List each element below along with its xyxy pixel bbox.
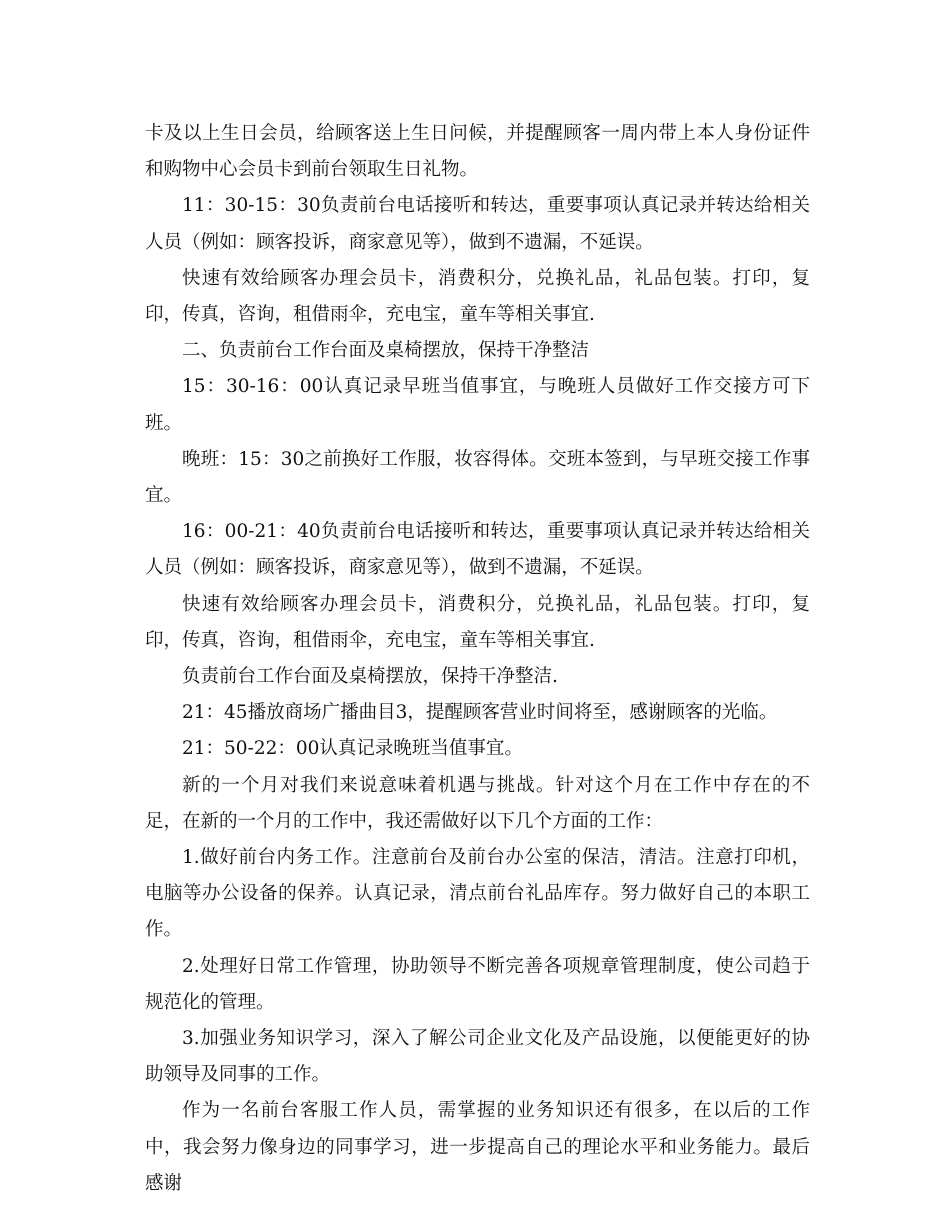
paragraph-12: 新的一个月对我们来说意味着机遇与挑战。针对这个月在工作中存在的不足，在新的一个月的工作中，我还需做好以下几个方面的工作：	[145, 774, 810, 832]
paragraph-6: 晚班：15：30之前换好工作服，妆容得体。交班本签到，与早班交接工作事宜。	[145, 448, 810, 507]
paragraph-10: 21：45播放商场广播曲目3，提醒顾客营业时间将至，感谢顾客的光临。	[182, 702, 778, 724]
paragraph-11: 21：50-22：00认真记录晚班当值事宜。	[182, 738, 523, 760]
document-body	[145, 116, 810, 1202]
paragraph-5: 15：30-16：00认真记录早班当值事宜，与晚班人员做好工作交接方可下班。	[145, 376, 810, 434]
paragraph-3: 快速有效给顾客办理会员卡，消费积分，兑换礼品，礼品包装。打印，复印，传真，咨询，租借雨伞，充电宝，童车等相关事宜.	[145, 267, 810, 326]
paragraph-4: 二、负责前台工作台面及桌椅摆放，保持干净整洁	[182, 340, 590, 362]
paragraph-13: 1.做好前台内务工作。注意前台及前台办公室的保洁，清洁。注意打印机，电脑等办公设备的保养。认真记录，清点前台礼品库存。努力做好自己的本职工作。	[145, 847, 810, 941]
paragraph-9: 负责前台工作台面及桌椅摆放，保持干净整洁.	[182, 666, 558, 688]
paragraph-16: 作为一名前台客服工作人员，需掌握的业务知识还有很多，在以后的工作中，我会努力像身边的同事学习，进一步提高自己的理论水平和业务能力。最后感谢	[145, 1100, 810, 1194]
paragraph-15: 3.加强业务知识学习，深入了解公司企业文化及产品设施，以便能更好的协助领导及同事的工作。	[145, 1028, 810, 1086]
paragraph-14: 2.处理好日常工作管理，协助领导不断完善各项规章管理制度，使公司趋于规范化的管理。	[145, 955, 810, 1013]
paragraph-2: 11：30-15：30负责前台电话接听和转达，重要事项认真记录并转达给相关人员（例如：顾客投诉，商家意见等），做到不遗漏，不延误。	[145, 195, 810, 253]
paragraph-7: 16：00-21：40负责前台电话接听和转达，重要事项认真记录并转达给相关人员（例如：顾客投诉，商家意见等），做到不遗漏，不延误。	[145, 521, 810, 579]
paragraph-8: 快速有效给顾客办理会员卡，消费积分，兑换礼品，礼品包装。打印，复印，传真，咨询，租借雨伞，充电宝，童车等相关事宜.	[145, 593, 810, 651]
paragraph-1: 卡及以上生日会员，给顾客送上生日问候，并提醒顾客一周内带上本人身份证件和购物中心会员卡到前台领取生日礼物。	[145, 123, 810, 181]
